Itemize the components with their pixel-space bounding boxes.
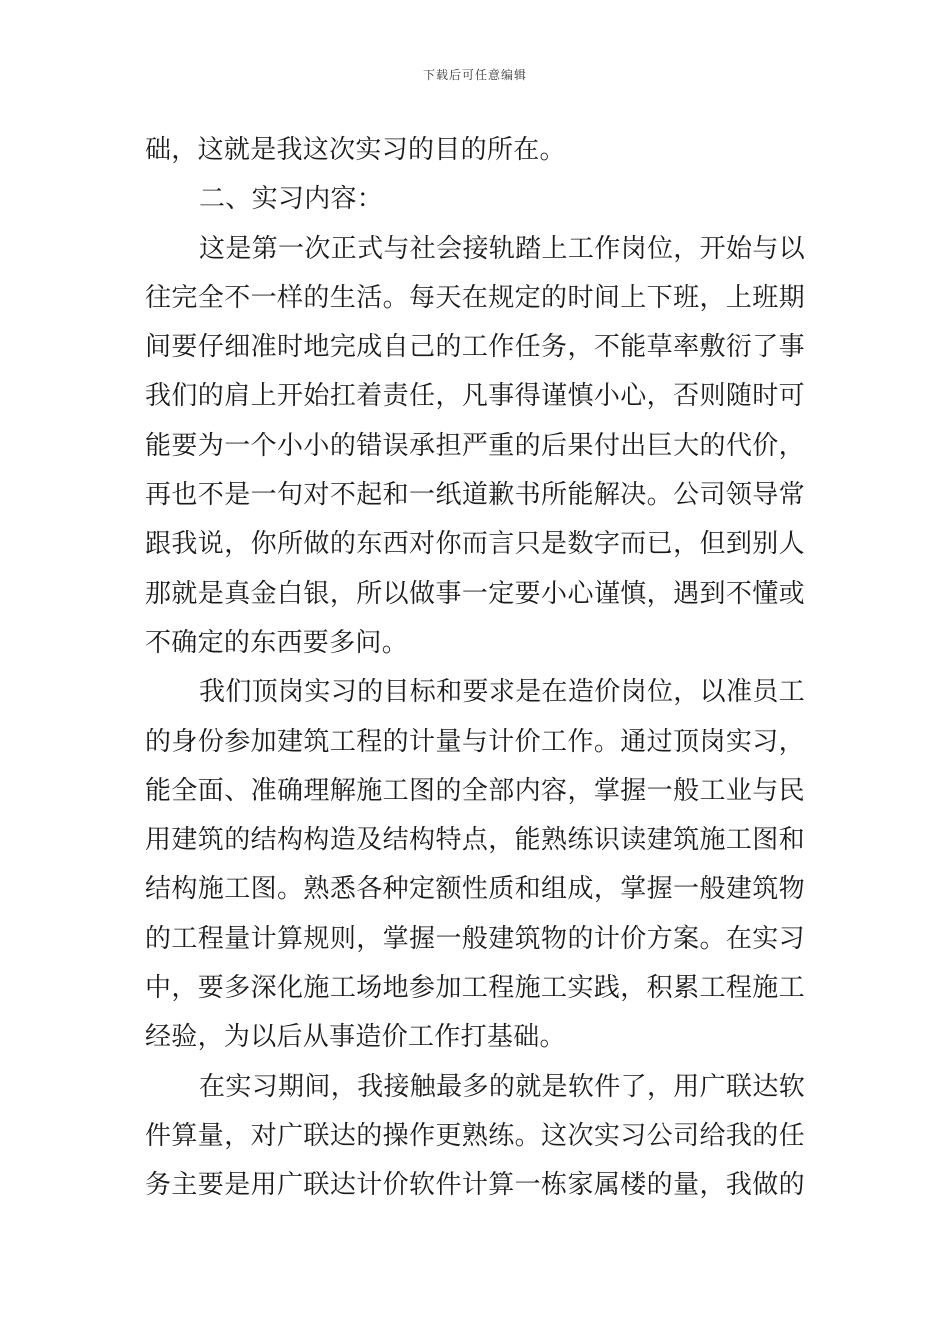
text-line: 我们的肩上开始扛着责任，凡事得谨慎小心，否则随时可 xyxy=(145,381,805,412)
text-line: 础，这就是我这次实习的目的所在。 xyxy=(145,135,566,165)
text-line: 那就是真金白银，所以做事一定要小心谨慎，遇到不懂或 xyxy=(145,578,805,609)
document-body xyxy=(145,126,805,1211)
page-header-note: 下载后可任意编辑 xyxy=(422,68,527,82)
text-line: 的身份参加建筑工程的计量与计价工作。通过顶岗实习， xyxy=(145,726,805,757)
section-heading: 二、实习内容： xyxy=(199,184,384,215)
text-line: 间要仔细准时地完成自己的工作任务，不能草率敷衍了事 xyxy=(145,332,805,363)
text-line: 在实习期间，我接触最多的就是软件了，用广联达软 xyxy=(199,1071,805,1102)
text-line: 中，要多深化施工场地参加工程施工实践，积累工程施工 xyxy=(145,973,805,1004)
text-line: 往完全不一样的生活。每天在规定的时间上下班，上班期 xyxy=(145,282,805,313)
text-line: 务主要是用广联达计价软件计算一栋家属楼的量，我做的 xyxy=(145,1170,805,1201)
text-line: 再也不是一句对不起和一纸道歉书所能解决。公司领导常 xyxy=(145,480,805,511)
text-line: 跟我说，你所做的东西对你而言只是数字而已，但到别人 xyxy=(145,529,805,560)
text-line: 经验，为以后从事造价工作打基础。 xyxy=(145,1022,566,1053)
text-line: 结构施工图。熟悉各种定额性质和组成，掌握一般建筑物 xyxy=(145,874,805,905)
text-line: 件算量，对广联达的操作更熟练。这次实习公司给我的任 xyxy=(145,1120,805,1151)
text-line: 这是第一次正式与社会接轨踏上工作岗位，开始与以 xyxy=(199,233,805,264)
text-line: 的工程量计算规则，掌握一般建筑物的计价方案。在实习 xyxy=(145,923,805,954)
text-line: 用建筑的结构构造及结构特点，能熟练识读建筑施工图和 xyxy=(145,825,805,856)
text-line: 能要为一个小小的错误承担严重的后果付出巨大的代价， xyxy=(145,430,805,461)
text-line: 我们顶岗实习的目标和要求是在造价岗位，以准员工 xyxy=(199,677,805,708)
text-line: 能全面、准确理解施工图的全部内容，掌握一般工业与民 xyxy=(145,775,805,806)
text-line: 不确定的东西要多问。 xyxy=(145,627,409,658)
